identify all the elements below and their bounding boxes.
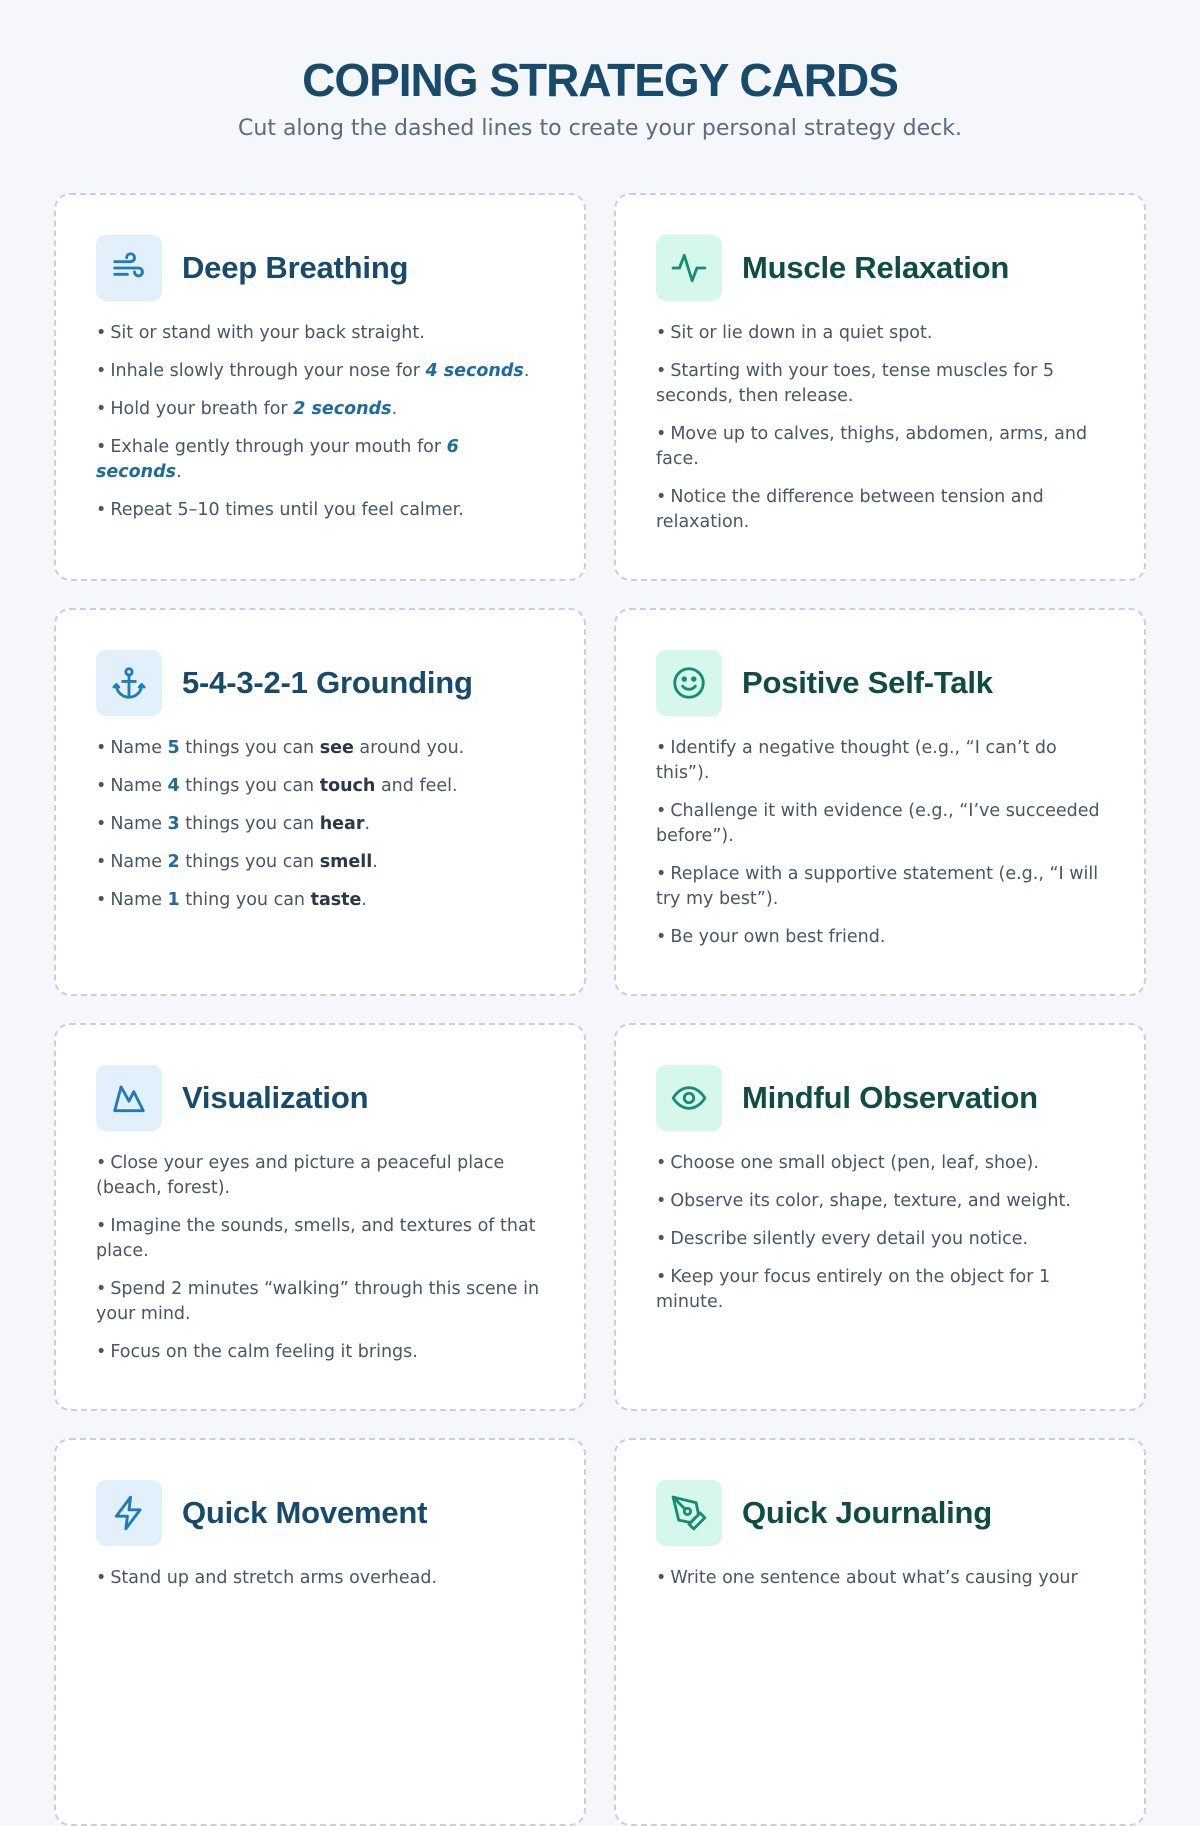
card-title: Positive Self-Talk [742,665,993,700]
card-step [96,1214,544,1264]
highlight-text: 6 seconds [96,437,459,482]
count-text: 1 [167,890,180,910]
card-step [656,485,1104,535]
step-text: Observe its color, shape, texture, and weight. [670,1191,1071,1211]
wind-icon [96,235,162,301]
card-header [96,1480,544,1546]
card-step [96,850,544,875]
card-step [656,1265,1104,1315]
mountain-icon [96,1065,162,1131]
anchor-icon [96,650,162,716]
strategy-card [54,193,586,581]
page-header [0,0,1200,141]
step-text: Replace with a supportive statement (e.g., “I will try my best”). [656,864,1099,909]
card-step [96,435,544,485]
card-step-list [96,736,544,913]
count-text: 5 [167,738,180,758]
step-text: . [176,462,182,482]
card-step-list [656,736,1104,950]
card-title: 5-4-3-2-1 Grounding [182,665,473,700]
step-text: . [391,399,398,419]
card-step [656,925,1104,950]
card-step-list [96,1566,544,1591]
lightning-icon [96,1480,162,1546]
card-step [96,1566,544,1591]
card-step [656,1566,1104,1591]
card-step [96,888,544,913]
step-text: Stand up and stretch arms overhead. [110,1568,438,1588]
step-text: . [361,890,367,910]
step-text: Keep your focus entirely on the object for 1 minute. [656,1267,1051,1312]
step-text: thing you can [179,890,311,910]
card-step [96,1151,544,1201]
card-step [96,1340,544,1365]
page-subtitle: Cut along the dashed lines to create your personal strategy deck. [238,116,962,142]
step-text: . [523,361,530,381]
card-title: Quick Journaling [742,1495,993,1530]
card-title: Visualization [182,1080,369,1115]
sense-text: hear [319,814,365,834]
step-text: Inhale slowly through your nose for [110,361,426,381]
card-title: Deep Breathing [182,250,409,285]
card-grid [54,193,1146,1826]
card-header [656,650,1104,716]
card-step [96,812,544,837]
strategy-card [54,1438,586,1826]
strategy-card [614,1023,1146,1411]
step-text: Imagine the sounds, smells, and textures of that place. [96,1216,536,1261]
step-text: Focus on the calm feeling it brings. [110,1342,418,1362]
card-step [656,736,1104,786]
smile-icon [656,650,722,716]
step-text: Identify a negative thought (e.g., “I can’t do this”). [656,738,1057,783]
step-text: and feel. [375,776,458,796]
step-text: Hold your breath for [110,399,294,419]
step-text: Describe silently every detail you notice. [670,1229,1029,1249]
card-step [96,498,544,523]
card-step [656,321,1104,346]
pen-icon [656,1480,722,1546]
card-step [96,774,544,799]
card-step [656,359,1104,409]
step-text: . [372,852,378,872]
card-step [96,359,544,384]
card-step [96,1277,544,1327]
step-text: Exhale gently through your mouth for [110,437,447,457]
sense-text: see [319,738,354,758]
strategy-card [614,608,1146,996]
step-text: Close your eyes and picture a peaceful place (beach, forest). [96,1153,505,1198]
step-text: around you. [353,738,465,758]
card-step [96,397,544,422]
step-text: things you can [179,814,320,834]
step-text: things you can [179,776,320,796]
card-step [656,422,1104,472]
card-header [96,235,544,301]
card-step [656,799,1104,849]
card-step [96,321,544,346]
strategy-card [54,1023,586,1411]
step-text: Starting with your toes, tense muscles for 5 seconds, then release. [656,361,1054,406]
card-step [656,1227,1104,1252]
card-step-list [656,1566,1104,1591]
step-text: things you can [179,738,320,758]
card-step [656,1151,1104,1176]
step-text: Choose one small object (pen, leaf, shoe). [670,1153,1039,1173]
step-text: Move up to calves, thighs, abdomen, arms, and face. [656,424,1088,469]
step-text: Name [110,890,168,910]
step-text: Name [110,852,168,872]
card-step-list [656,321,1104,535]
card-step [656,1189,1104,1214]
step-text: Name [110,776,168,796]
sense-text: smell [319,852,373,872]
card-title: Quick Movement [182,1495,428,1530]
strategy-card [614,1438,1146,1826]
step-text: Be your own best friend. [670,927,886,947]
card-header [656,1065,1104,1131]
strategy-card [54,608,586,996]
step-text: . [364,814,371,834]
highlight-text: 2 seconds [293,399,392,419]
step-text: Sit or stand with your back straight. [110,323,425,343]
step-text: Notice the difference between tension and relaxation. [656,487,1044,532]
card-step-list [96,1151,544,1365]
step-text: Name [110,738,168,758]
sense-text: touch [319,776,376,796]
step-text: things you can [179,852,320,872]
step-text: Challenge it with evidence (e.g., “I’ve succeeded before”). [656,801,1100,846]
page-title: COPING STRATEGY CARDS [302,54,898,106]
count-text: 4 [167,776,180,796]
card-step [656,862,1104,912]
highlight-text: 4 seconds [425,361,524,381]
strategy-card [614,193,1146,581]
count-text: 2 [167,852,180,872]
sense-text: taste [310,890,362,910]
card-header [656,235,1104,301]
card-step-list [656,1151,1104,1315]
card-header [96,650,544,716]
count-text: 3 [167,814,180,834]
card-step [96,736,544,761]
step-text: Sit or lie down in a quiet spot. [670,323,933,343]
card-header [96,1065,544,1131]
step-text: Write one sentence about what’s causing your [670,1568,1078,1588]
card-header [656,1480,1104,1546]
card-title: Mindful Observation [742,1080,1038,1115]
eye-icon [656,1065,722,1131]
card-step-list [96,321,544,523]
pulse-icon [656,235,722,301]
step-text: Name [110,814,168,834]
step-text: Repeat 5–10 times until you feel calmer. [110,500,464,520]
step-text: Spend 2 minutes “walking” through this scene in your mind. [96,1279,540,1324]
card-title: Muscle Relaxation [742,250,1010,285]
